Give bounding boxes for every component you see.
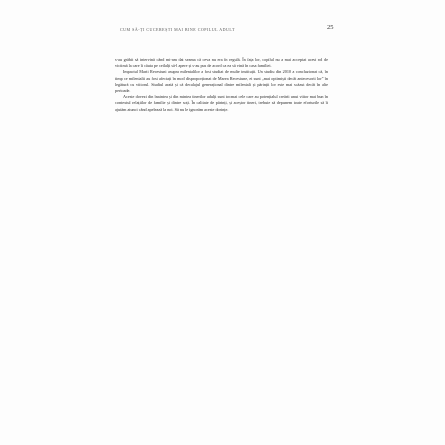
- paragraph-3: Aceste dovezi din înaintea și din mintea tinerilor adulți sunt tocmai cele care au potențialul creării unui viitor mai bun în contextul relațiilor de familie și dintre soți. În calitate de părinți, și aceștor tineri, trebuie să depunem toate eforturile să îi ajutăm atunci când apelează la noi. Să nu le ignorăm aceste dorințe.: [115, 94, 328, 112]
- running-head: CUM SĂ-ȚI CUCEREȘTI MAI BINE COPILUL ADULT: [120, 27, 235, 32]
- body-text: [115, 57, 328, 113]
- paragraph-1: s-au grăbit să intervină când mi-am dat seama că ceva nu era în regulă. În fața lor, copilul nu a mai acceptat acest rol de victimă la care îi căuta pe ceilalți să-l apere și s-au pus de acord ca ea să vină în casa familiei.: [115, 57, 328, 69]
- paragraph-2: Impactul Marii Recesiuni asupra milenialilor a fost studiat de multe instituții. Un studiu din 2010 a concluzionat că, în timp ce milenialii au fost afectați în mod disproporționat de Marea Recesiune, ei sunt „mai optimiști decât antecesorii lor” în legătură cu viitorul. Studiul arată și că decalajul generațional dintre mileniali și părinții lor este mai scăzut decât în alte perioade.: [115, 69, 328, 94]
- page-number: 25: [327, 24, 334, 31]
